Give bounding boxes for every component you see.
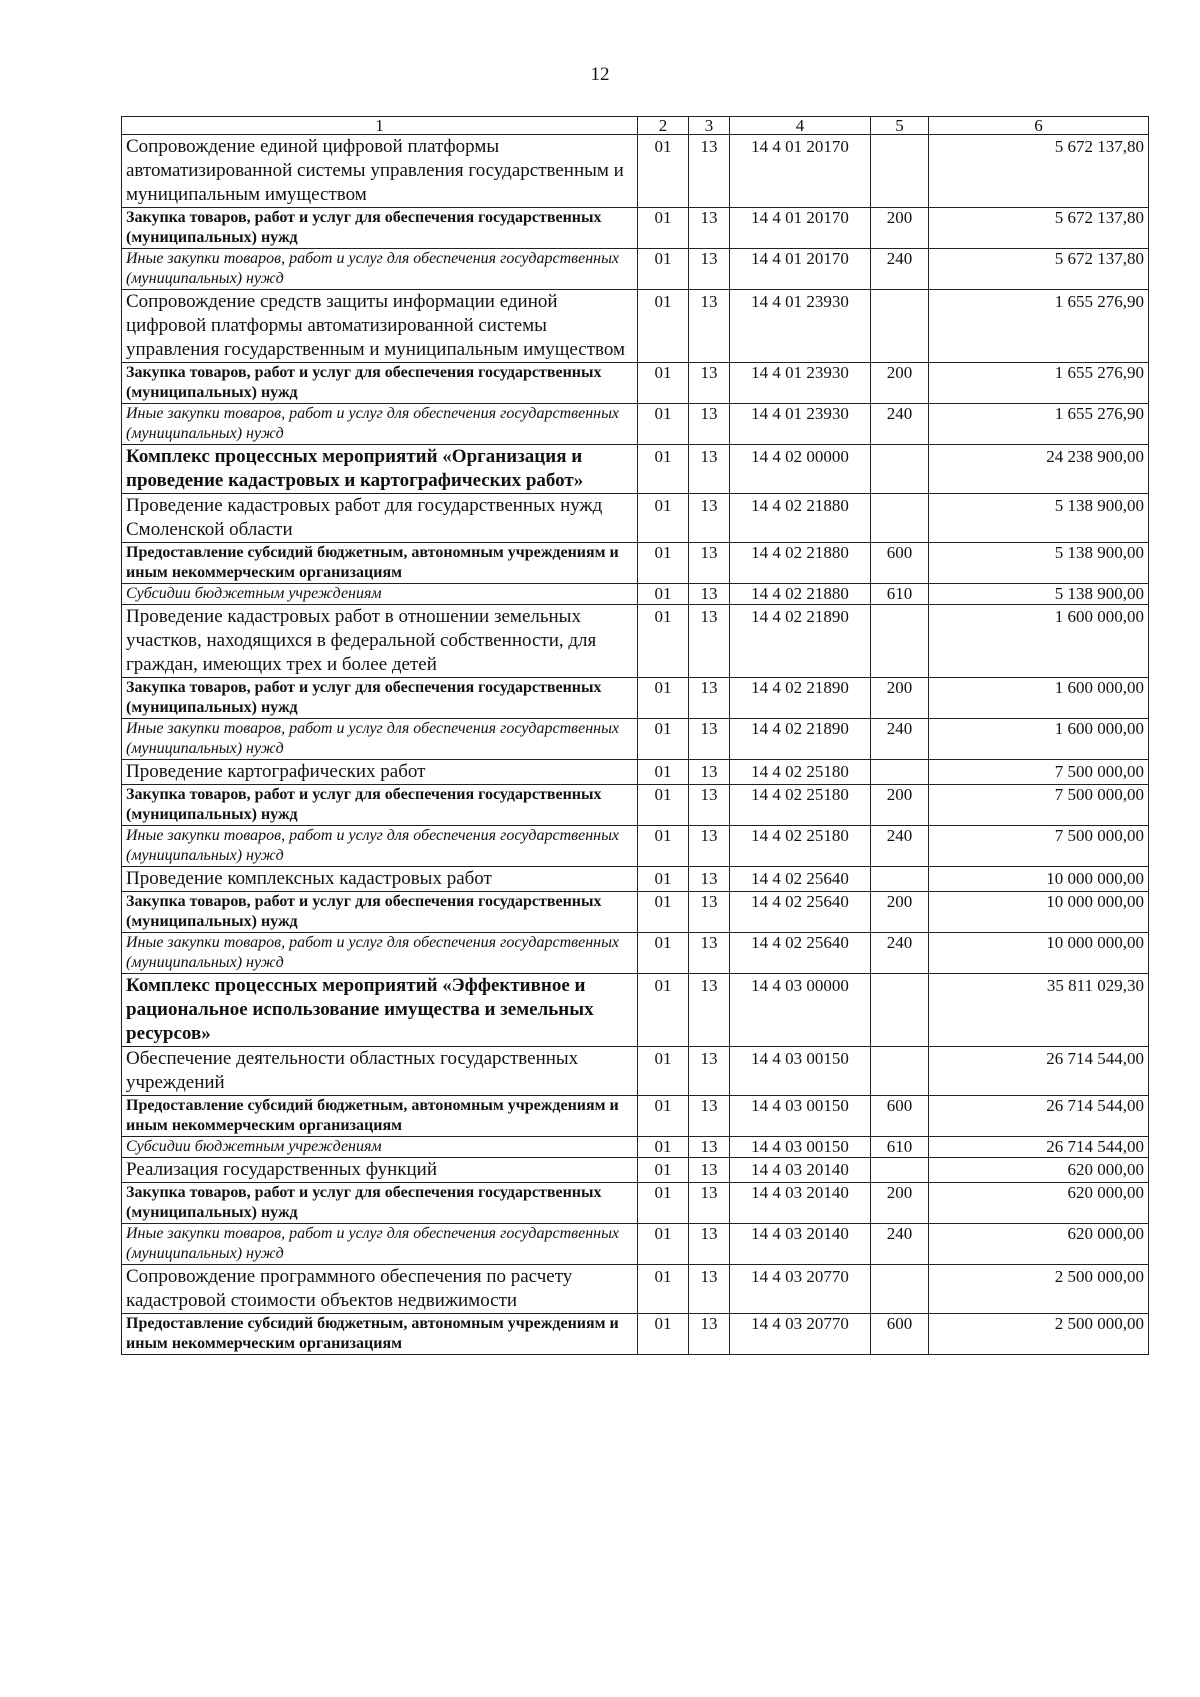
- row-expense-type-cell: 240: [871, 719, 929, 760]
- row-subsection-cell: 13: [689, 1183, 730, 1224]
- row-section-cell: 01: [638, 584, 689, 605]
- row-subsection-cell: 13: [689, 135, 730, 208]
- row-amount-cell: 7 500 000,00: [929, 760, 1149, 785]
- table-header: [122, 117, 1149, 135]
- row-name-cell: Проведение картографических работ: [122, 760, 638, 785]
- row-section-cell: 01: [638, 290, 689, 363]
- table-row: [122, 1314, 1149, 1355]
- row-expense-type-cell: [871, 974, 929, 1047]
- row-target-article-cell: 14 4 01 20170: [730, 135, 871, 208]
- row-name-cell: Реализация государственных функций: [122, 1158, 638, 1183]
- table-row: [122, 933, 1149, 974]
- row-section-cell: 01: [638, 826, 689, 867]
- table-row: [122, 760, 1149, 785]
- row-expense-type-cell: [871, 760, 929, 785]
- table-row: [122, 826, 1149, 867]
- row-expense-type-cell: 240: [871, 404, 929, 445]
- row-name-cell: Иные закупки товаров, работ и услуг для обеспечения государственных (муниципальных) нужд: [122, 249, 638, 290]
- row-expense-type-cell: [871, 605, 929, 678]
- row-expense-type-cell: 200: [871, 678, 929, 719]
- row-section-cell: 01: [638, 1183, 689, 1224]
- row-expense-type-cell: [871, 1047, 929, 1096]
- row-target-article-cell: 14 4 02 25640: [730, 867, 871, 892]
- row-subsection-cell: 13: [689, 719, 730, 760]
- row-subsection-cell: 13: [689, 584, 730, 605]
- row-expense-type-cell: 600: [871, 543, 929, 584]
- column-header-5: 5: [871, 117, 929, 135]
- row-subsection-cell: 13: [689, 404, 730, 445]
- row-expense-type-cell: 610: [871, 1137, 929, 1158]
- row-name-cell: Проведение комплексных кадастровых работ: [122, 867, 638, 892]
- row-section-cell: 01: [638, 1265, 689, 1314]
- row-amount-cell: 7 500 000,00: [929, 826, 1149, 867]
- row-target-article-cell: 14 4 02 25640: [730, 933, 871, 974]
- column-header-6: 6: [929, 117, 1149, 135]
- row-section-cell: 01: [638, 363, 689, 404]
- table-row: [122, 678, 1149, 719]
- row-name-cell: Иные закупки товаров, работ и услуг для обеспечения государственных (муниципальных) нужд: [122, 719, 638, 760]
- row-name-cell: Субсидии бюджетным учреждениям: [122, 584, 638, 605]
- header-row: [122, 117, 1149, 135]
- page-number: 12: [590, 64, 610, 85]
- row-name-cell: Закупка товаров, работ и услуг для обеспечения государственных (муниципальных) нужд: [122, 1183, 638, 1224]
- row-section-cell: 01: [638, 404, 689, 445]
- row-subsection-cell: 13: [689, 933, 730, 974]
- row-expense-type-cell: 200: [871, 208, 929, 249]
- row-name-cell: Предоставление субсидий бюджетным, автономным учреждениям и иным некоммерческим организациям: [122, 1096, 638, 1137]
- row-expense-type-cell: [871, 135, 929, 208]
- row-amount-cell: 5 138 900,00: [929, 494, 1149, 543]
- row-subsection-cell: 13: [689, 785, 730, 826]
- table-row: [122, 892, 1149, 933]
- row-subsection-cell: 13: [689, 1314, 730, 1355]
- row-target-article-cell: 14 4 03 20140: [730, 1183, 871, 1224]
- row-section-cell: 01: [638, 494, 689, 543]
- row-target-article-cell: 14 4 01 20170: [730, 208, 871, 249]
- row-section-cell: 01: [638, 445, 689, 494]
- row-name-cell: Сопровождение единой цифровой платформы автоматизированной системы управления государственным и муниципальным имуществом: [122, 135, 638, 208]
- row-subsection-cell: 13: [689, 867, 730, 892]
- row-name-cell: Проведение кадастровых работ для государственных нужд Смоленской области: [122, 494, 638, 543]
- row-target-article-cell: 14 4 02 25640: [730, 892, 871, 933]
- row-amount-cell: 5 672 137,80: [929, 249, 1149, 290]
- row-section-cell: 01: [638, 760, 689, 785]
- row-name-cell: Закупка товаров, работ и услуг для обеспечения государственных (муниципальных) нужд: [122, 785, 638, 826]
- row-amount-cell: 5 672 137,80: [929, 135, 1149, 208]
- row-name-cell: Закупка товаров, работ и услуг для обеспечения государственных (муниципальных) нужд: [122, 208, 638, 249]
- row-name-cell: Иные закупки товаров, работ и услуг для обеспечения государственных (муниципальных) нужд: [122, 404, 638, 445]
- row-amount-cell: 620 000,00: [929, 1224, 1149, 1265]
- table-row: [122, 208, 1149, 249]
- row-name-cell: Иные закупки товаров, работ и услуг для обеспечения государственных (муниципальных) нужд: [122, 933, 638, 974]
- row-subsection-cell: 13: [689, 605, 730, 678]
- row-section-cell: 01: [638, 1224, 689, 1265]
- row-subsection-cell: 13: [689, 1158, 730, 1183]
- column-header-3: 3: [689, 117, 730, 135]
- row-subsection-cell: 13: [689, 760, 730, 785]
- row-expense-type-cell: [871, 445, 929, 494]
- row-amount-cell: 2 500 000,00: [929, 1265, 1149, 1314]
- row-amount-cell: 1 600 000,00: [929, 605, 1149, 678]
- row-subsection-cell: 13: [689, 892, 730, 933]
- row-section-cell: 01: [638, 892, 689, 933]
- row-target-article-cell: 14 4 02 25180: [730, 826, 871, 867]
- row-expense-type-cell: [871, 1158, 929, 1183]
- table-row: [122, 785, 1149, 826]
- row-target-article-cell: 14 4 03 00150: [730, 1137, 871, 1158]
- row-name-cell: Сопровождение программного обеспечения по расчету кадастровой стоимости объектов недвижимости: [122, 1265, 638, 1314]
- table-row: [122, 1137, 1149, 1158]
- row-amount-cell: 10 000 000,00: [929, 867, 1149, 892]
- row-amount-cell: 26 714 544,00: [929, 1047, 1149, 1096]
- row-amount-cell: 5 138 900,00: [929, 543, 1149, 584]
- row-section-cell: 01: [638, 1137, 689, 1158]
- row-section-cell: 01: [638, 1314, 689, 1355]
- table-row: [122, 363, 1149, 404]
- row-subsection-cell: 13: [689, 543, 730, 584]
- row-amount-cell: 1 655 276,90: [929, 404, 1149, 445]
- row-amount-cell: 1 600 000,00: [929, 719, 1149, 760]
- table-row: [122, 867, 1149, 892]
- row-section-cell: 01: [638, 933, 689, 974]
- row-expense-type-cell: 240: [871, 1224, 929, 1265]
- row-expense-type-cell: 610: [871, 584, 929, 605]
- row-target-article-cell: 14 4 01 23930: [730, 363, 871, 404]
- row-amount-cell: 10 000 000,00: [929, 892, 1149, 933]
- table-row: [122, 1183, 1149, 1224]
- row-section-cell: 01: [638, 605, 689, 678]
- row-amount-cell: 24 238 900,00: [929, 445, 1149, 494]
- row-subsection-cell: 13: [689, 678, 730, 719]
- row-target-article-cell: 14 4 02 21880: [730, 584, 871, 605]
- row-name-cell: Обеспечение деятельности областных государственных учреждений: [122, 1047, 638, 1096]
- row-expense-type-cell: [871, 867, 929, 892]
- row-amount-cell: 10 000 000,00: [929, 933, 1149, 974]
- row-subsection-cell: 13: [689, 445, 730, 494]
- row-amount-cell: 1 655 276,90: [929, 290, 1149, 363]
- table-row: [122, 584, 1149, 605]
- row-expense-type-cell: 240: [871, 933, 929, 974]
- row-amount-cell: 7 500 000,00: [929, 785, 1149, 826]
- row-target-article-cell: 14 4 02 25180: [730, 785, 871, 826]
- table-row: [122, 135, 1149, 208]
- row-name-cell: Комплекс процессных мероприятий «Эффективное и рациональное использование имущества и земельных ресурсов»: [122, 974, 638, 1047]
- row-section-cell: 01: [638, 1096, 689, 1137]
- row-amount-cell: 2 500 000,00: [929, 1314, 1149, 1355]
- row-name-cell: Иные закупки товаров, работ и услуг для обеспечения государственных (муниципальных) нужд: [122, 826, 638, 867]
- row-name-cell: Предоставление субсидий бюджетным, автономным учреждениям и иным некоммерческим организациям: [122, 1314, 638, 1355]
- row-name-cell: Сопровождение средств защиты информации единой цифровой платформы автоматизированной системы управления государственным и муниципальным имуществом: [122, 290, 638, 363]
- row-name-cell: Закупка товаров, работ и услуг для обеспечения государственных (муниципальных) нужд: [122, 892, 638, 933]
- row-section-cell: 01: [638, 249, 689, 290]
- table-body: [122, 135, 1149, 1355]
- row-expense-type-cell: 600: [871, 1314, 929, 1355]
- row-amount-cell: 26 714 544,00: [929, 1096, 1149, 1137]
- row-amount-cell: 5 138 900,00: [929, 584, 1149, 605]
- row-name-cell: Закупка товаров, работ и услуг для обеспечения государственных (муниципальных) нужд: [122, 678, 638, 719]
- row-amount-cell: 1 600 000,00: [929, 678, 1149, 719]
- row-target-article-cell: 14 4 03 20770: [730, 1265, 871, 1314]
- row-target-article-cell: 14 4 01 23930: [730, 404, 871, 445]
- row-target-article-cell: 14 4 02 00000: [730, 445, 871, 494]
- row-section-cell: 01: [638, 543, 689, 584]
- row-expense-type-cell: 200: [871, 892, 929, 933]
- row-subsection-cell: 13: [689, 208, 730, 249]
- table-row: [122, 445, 1149, 494]
- table-row: [122, 494, 1149, 543]
- row-subsection-cell: 13: [689, 494, 730, 543]
- table-row: [122, 543, 1149, 584]
- row-target-article-cell: 14 4 03 20140: [730, 1158, 871, 1183]
- row-name-cell: Предоставление субсидий бюджетным, автономным учреждениям и иным некоммерческим организациям: [122, 543, 638, 584]
- row-subsection-cell: 13: [689, 1047, 730, 1096]
- row-subsection-cell: 13: [689, 1137, 730, 1158]
- row-target-article-cell: 14 4 03 00000: [730, 974, 871, 1047]
- row-section-cell: 01: [638, 678, 689, 719]
- row-subsection-cell: 13: [689, 1265, 730, 1314]
- row-expense-type-cell: 240: [871, 826, 929, 867]
- row-section-cell: 01: [638, 719, 689, 760]
- row-subsection-cell: 13: [689, 290, 730, 363]
- row-expense-type-cell: [871, 1265, 929, 1314]
- row-amount-cell: 5 672 137,80: [929, 208, 1149, 249]
- row-subsection-cell: 13: [689, 363, 730, 404]
- row-amount-cell: 620 000,00: [929, 1158, 1149, 1183]
- row-name-cell: Проведение кадастровых работ в отношении земельных участков, находящихся в федеральной собственности, для граждан, имеющих трех и более детей: [122, 605, 638, 678]
- row-expense-type-cell: 200: [871, 363, 929, 404]
- row-section-cell: 01: [638, 208, 689, 249]
- row-target-article-cell: 14 4 02 21890: [730, 678, 871, 719]
- table-row: [122, 290, 1149, 363]
- row-expense-type-cell: 240: [871, 249, 929, 290]
- row-amount-cell: 26 714 544,00: [929, 1137, 1149, 1158]
- row-expense-type-cell: 600: [871, 1096, 929, 1137]
- row-name-cell: Субсидии бюджетным учреждениям: [122, 1137, 638, 1158]
- row-subsection-cell: 13: [689, 249, 730, 290]
- row-target-article-cell: 14 4 02 21880: [730, 543, 871, 584]
- table-row: [122, 1158, 1149, 1183]
- row-subsection-cell: 13: [689, 1224, 730, 1265]
- row-name-cell: Иные закупки товаров, работ и услуг для обеспечения государственных (муниципальных) нужд: [122, 1224, 638, 1265]
- row-target-article-cell: 14 4 01 23930: [730, 290, 871, 363]
- row-subsection-cell: 13: [689, 974, 730, 1047]
- row-expense-type-cell: 200: [871, 785, 929, 826]
- row-name-cell: Закупка товаров, работ и услуг для обеспечения государственных (муниципальных) нужд: [122, 363, 638, 404]
- row-section-cell: 01: [638, 1158, 689, 1183]
- table-row: [122, 1265, 1149, 1314]
- row-target-article-cell: 14 4 02 21890: [730, 719, 871, 760]
- table-row: [122, 249, 1149, 290]
- row-expense-type-cell: [871, 494, 929, 543]
- row-target-article-cell: 14 4 03 00150: [730, 1096, 871, 1137]
- row-amount-cell: 1 655 276,90: [929, 363, 1149, 404]
- row-section-cell: 01: [638, 785, 689, 826]
- row-target-article-cell: 14 4 03 00150: [730, 1047, 871, 1096]
- column-header-1: 1: [122, 117, 638, 135]
- row-expense-type-cell: 200: [871, 1183, 929, 1224]
- row-section-cell: 01: [638, 867, 689, 892]
- budget-table: [121, 116, 1149, 1355]
- row-target-article-cell: 14 4 03 20140: [730, 1224, 871, 1265]
- row-amount-cell: 35 811 029,30: [929, 974, 1149, 1047]
- row-expense-type-cell: [871, 290, 929, 363]
- row-section-cell: 01: [638, 135, 689, 208]
- row-subsection-cell: 13: [689, 826, 730, 867]
- row-target-article-cell: 14 4 02 21890: [730, 605, 871, 678]
- row-amount-cell: 620 000,00: [929, 1183, 1149, 1224]
- table-row: [122, 1096, 1149, 1137]
- column-header-2: 2: [638, 117, 689, 135]
- table-row: [122, 605, 1149, 678]
- row-subsection-cell: 13: [689, 1096, 730, 1137]
- row-section-cell: 01: [638, 1047, 689, 1096]
- table-row: [122, 1224, 1149, 1265]
- table-row: [122, 719, 1149, 760]
- table-row: [122, 404, 1149, 445]
- row-target-article-cell: 14 4 01 20170: [730, 249, 871, 290]
- column-header-4: 4: [730, 117, 871, 135]
- table-row: [122, 974, 1149, 1047]
- row-target-article-cell: 14 4 02 25180: [730, 760, 871, 785]
- row-name-cell: Комплекс процессных мероприятий «Организация и проведение кадастровых и картографических работ»: [122, 445, 638, 494]
- table-row: [122, 1047, 1149, 1096]
- row-target-article-cell: 14 4 03 20770: [730, 1314, 871, 1355]
- row-section-cell: 01: [638, 974, 689, 1047]
- row-target-article-cell: 14 4 02 21880: [730, 494, 871, 543]
